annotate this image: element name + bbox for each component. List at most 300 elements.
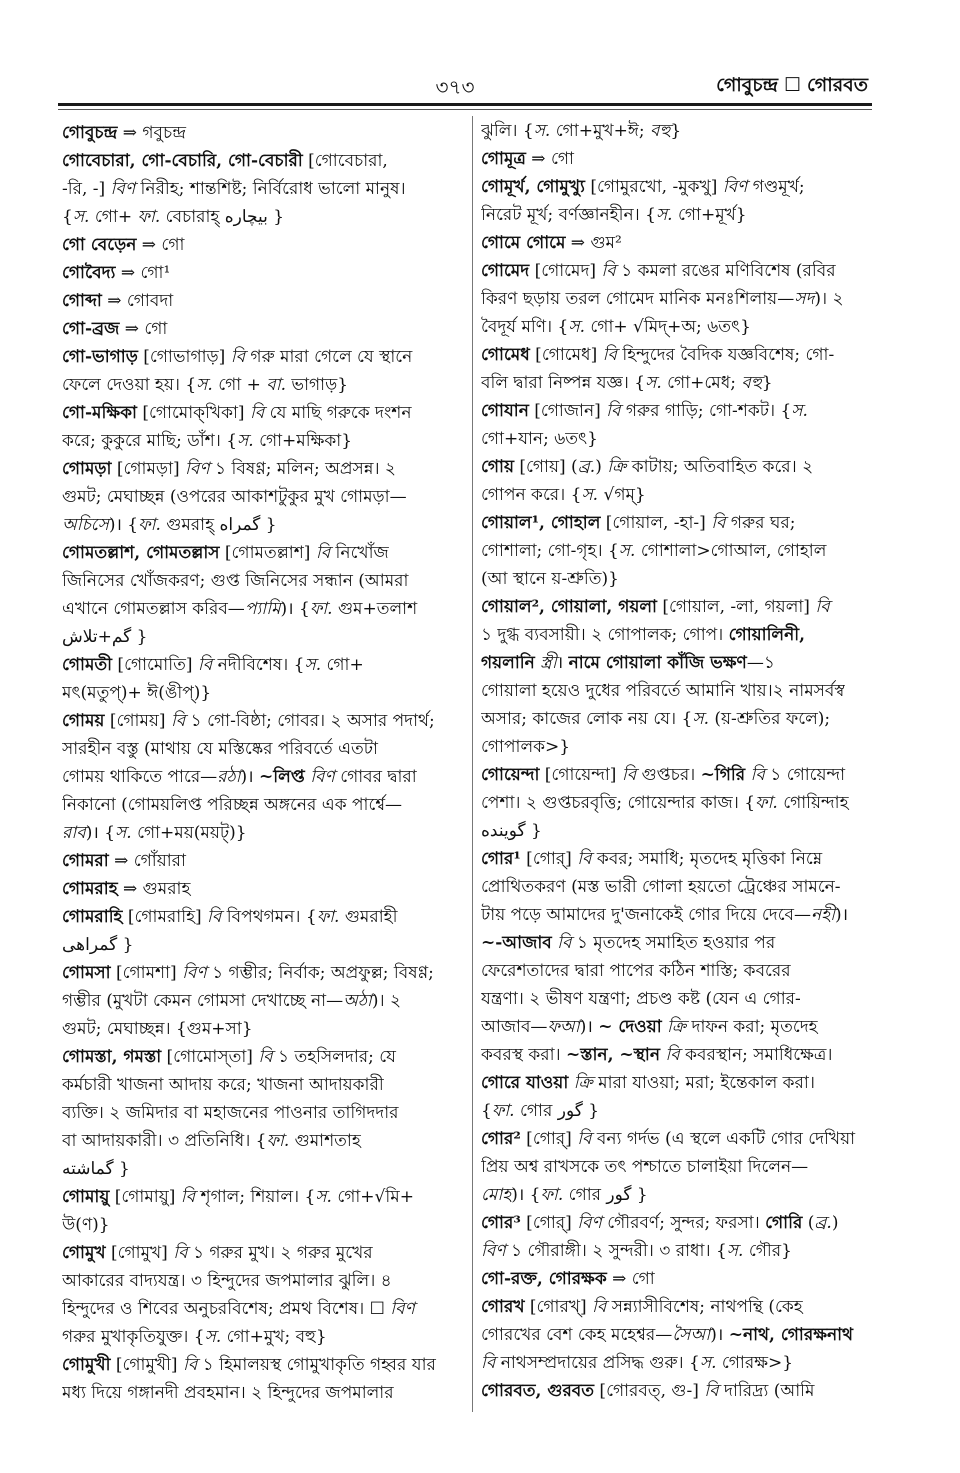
text-run: ⇒ গোঁয়ারা	[108, 851, 186, 871]
text-run: ১ হিমালয়স্থ গোমুখাকৃতি গহ্বর যার	[197, 1355, 436, 1375]
label-abbrev: স্ত্রী	[540, 653, 557, 673]
text-run: [গোভাগাড়]	[137, 347, 231, 367]
guide-word-last: গোরবত	[807, 74, 868, 96]
entry-line	[62, 903, 466, 931]
text-run: আকারের বাদ্যযন্ত্র। ৩ হিন্দুদের জপমালার ঝুলি। ৪	[62, 1271, 392, 1291]
label-abbrev: বিণ	[182, 963, 207, 983]
text-run: [গোমতল্লাশ]	[219, 543, 316, 563]
entry-line	[62, 1211, 466, 1239]
text-run: গো +	[212, 375, 267, 395]
text-run: )।	[579, 1017, 599, 1037]
text-run: }	[670, 121, 682, 141]
headword: গোমূত্র	[481, 149, 526, 169]
entry-line	[62, 763, 466, 791]
text-run: ব্যক্তি। ২ জমিদার বা মহাজনের পাওনার তাগিদদার	[62, 1103, 399, 1123]
text-run: গো+মূর্খ}	[672, 205, 747, 225]
text-run: টায় পড়ে আমাদের দু'জনাকেই গোর দিয়ে দেবে—	[481, 905, 811, 925]
headword: গোমরা	[62, 851, 109, 871]
text-run: ⇒ গো	[525, 149, 574, 169]
label-abbrev: স.	[72, 207, 90, 227]
entry-line	[62, 959, 466, 987]
text-run: গৌর}	[743, 1241, 792, 1261]
text-run: গো+মুখ; বহু}	[221, 1327, 327, 1347]
text-run: ঝুলি। {	[481, 121, 534, 141]
label-abbrev: বহু	[650, 121, 671, 141]
entry-line	[481, 621, 873, 649]
entry-line	[481, 733, 873, 761]
column-divider	[472, 116, 473, 1412]
entry-line	[62, 287, 466, 315]
text-run: [গোমেধ]	[529, 345, 603, 365]
text-run: গো+	[321, 655, 364, 675]
entry-line	[481, 761, 873, 789]
label-abbrev: স.	[237, 431, 254, 451]
entry-line	[62, 1015, 466, 1043]
entry-line	[481, 1181, 873, 1209]
headword: গোরে যাওয়া	[481, 1073, 569, 1093]
entry-line	[62, 1295, 466, 1323]
entry-line	[481, 1265, 873, 1293]
headword: গো-ব্রজ	[62, 319, 120, 339]
text-run: گوینده }	[481, 821, 542, 841]
headword: গোয়ালিনী,	[728, 625, 806, 645]
label-abbrev: ফা.	[138, 515, 161, 535]
entry-line	[62, 1239, 466, 1267]
entry-line	[481, 173, 873, 201]
text-run: [গোময়]	[104, 711, 171, 731]
entry-line	[481, 341, 873, 369]
text-run: গোরখের বেশ কেহ মহেশ্বর—	[481, 1325, 673, 1345]
text-run: [গোজান]	[528, 401, 607, 421]
label-abbrev: বি	[601, 261, 616, 281]
headword: গোযান	[481, 401, 529, 421]
label-abbrev: স.	[791, 401, 808, 421]
headword: গো-ভাগাড়	[62, 347, 138, 367]
label-abbrev: বি	[704, 1381, 719, 1401]
text-run: [গোরবত্, গু-]	[594, 1381, 705, 1401]
entry-line	[481, 565, 873, 593]
label-abbrev: বি	[315, 543, 331, 563]
label-abbrev: স.	[699, 1353, 717, 1373]
text-run: ১ বিষণ্ণ; মলিন; অপ্রসন্ন। ২	[209, 459, 396, 479]
entry-line	[62, 1043, 466, 1071]
text-run: আজাব—	[481, 1017, 548, 1037]
entry-line	[481, 369, 873, 397]
text-run: [গোমুরখো, -মুকখু]	[584, 177, 723, 197]
text-run: [গোমড়া]	[111, 459, 186, 479]
headword: গোরি	[765, 1213, 803, 1233]
entry-line	[62, 203, 466, 231]
label-abbrev: বি	[249, 403, 265, 423]
text-run: ১ গৌরাঙ্গী। ২ সুন্দরী। ৩ রাধা। {	[505, 1241, 727, 1261]
text-run: বন্য গর্দভ (এ স্থলে একটি গোর দেখিয়া	[591, 1129, 856, 1149]
headword: গোমেদ	[481, 261, 530, 281]
headword: গো বেড়েন	[62, 235, 137, 255]
text-run: যে মাছি গরুকে দংশন	[264, 403, 412, 423]
entry-line	[481, 145, 873, 173]
text-run: বৈদূর্য মণি। {	[481, 317, 569, 337]
entry-line	[62, 175, 466, 203]
text-run: গুমট; মেঘাচ্ছন্ন (ওপরের আকাশটুকুর মুখ গোমড়া—	[62, 487, 407, 507]
text-run: কিরণ ছড়ায় তরল গোমেদ মানিক মনঃশিলায়—	[481, 289, 795, 309]
entry-line	[62, 1351, 466, 1379]
headword: গোয়েন্দা	[481, 765, 540, 785]
text-run: গো+ময়(ময়ট্)}	[131, 823, 247, 843]
text-run: নাথসম্প্রদায়ের প্রসিদ্ধ গুরু। {	[495, 1353, 700, 1373]
text-run: —১	[746, 653, 775, 673]
entry-line	[481, 1321, 873, 1349]
entry-line	[481, 817, 873, 845]
label-abbrev: ফা.	[755, 793, 778, 813]
entry-line	[481, 1125, 873, 1153]
entry-line	[62, 735, 466, 763]
label-abbrev: স.	[568, 317, 585, 337]
text-run: ⇒ গো	[119, 319, 168, 339]
entry-line	[62, 847, 466, 875]
text-run: [গোমেদ]	[529, 261, 602, 281]
text-run: -রি, -]	[62, 179, 111, 199]
entry-line	[481, 1041, 873, 1069]
headword: গোর²	[481, 1129, 521, 1149]
text-run: )।	[240, 767, 260, 787]
entry-line	[481, 257, 873, 285]
text-run: গরুর ঘর;	[725, 513, 796, 533]
entry-line	[62, 1127, 466, 1155]
entry-line	[481, 873, 873, 901]
text-run: শৃগাল; শিয়াল। {	[195, 1187, 316, 1207]
entry-line	[62, 1071, 466, 1099]
text-run: কবর; সমাধি; মৃতদেহ মৃত্তিকা নিম্নে	[591, 849, 823, 869]
text-run: [গোমুখী]	[110, 1355, 183, 1375]
text-run: গোশালা; গো-গৃহ। {	[481, 541, 619, 561]
headword: গো-মক্ষিকা	[62, 403, 137, 423]
entry-line	[62, 987, 466, 1015]
text-run: (আ স্থানে য়-শ্রুতি)}	[481, 569, 619, 589]
headword: গোমসা	[62, 963, 111, 983]
label-abbrev: বি	[815, 597, 830, 617]
label-abbrev: বি	[665, 1045, 680, 1065]
text-run: যন্ত্রণা। ২ ভীষণ যন্ত্রণা; প্রচণ্ড কষ্ট (যেন এ গোর-	[481, 989, 801, 1009]
header-rule-thin	[58, 109, 872, 110]
entry-line	[481, 677, 873, 705]
text-run: গণ্ডমূর্খ;	[747, 177, 805, 197]
text-run: ⇒ গো	[606, 1269, 655, 1289]
entry-line	[62, 595, 466, 623]
entry-line	[481, 453, 873, 481]
entry-line	[481, 425, 873, 453]
text-run: )। {	[108, 515, 139, 535]
text-run: [গোমায়ু]	[109, 1187, 181, 1207]
text-run: (য়-শ্রুতির ফলে);	[708, 709, 831, 729]
text-run: বলি দ্বারা নিষ্পন্ন যজ্ঞ। {	[481, 373, 646, 393]
text-run: ১ মৃতদেহ সমাহিত হওয়ার পর	[571, 933, 776, 953]
label-abbrev: ফআ	[547, 1017, 580, 1037]
entry-line	[62, 259, 466, 287]
label-abbrev: অঠা	[343, 991, 372, 1011]
label-abbrev: বা.	[266, 375, 287, 395]
text-run: ভাগাড়}	[286, 375, 349, 395]
headword: গয়লানি	[481, 653, 535, 673]
entry-line	[481, 1377, 873, 1405]
text-run: হিন্দুদের ও শিবের অনুচরবিশেষ; প্রমথ বিশেষ। ☐	[62, 1299, 391, 1319]
label-abbrev: বিণ	[310, 767, 335, 787]
headword: গো-রক্ত, গোরক্ষক	[481, 1269, 607, 1289]
headword: গোমুখী	[62, 1355, 111, 1375]
entry-line	[481, 537, 873, 565]
text-run: ⇒ গো	[136, 235, 185, 255]
text-run: গো+মুখ+ঈ;	[550, 121, 651, 141]
text-run: گم+تلاش }	[62, 627, 148, 647]
headword: গোময়	[62, 711, 105, 731]
text-run: ফেরেশতাদের দ্বারা পাপের কঠিন শাস্তি; কবরের	[481, 961, 791, 981]
label-abbrev: ব্র.	[577, 457, 596, 477]
entry-line	[481, 229, 873, 257]
label-abbrev: স.	[315, 1187, 332, 1207]
headword: গোরখ	[481, 1297, 525, 1317]
entry-line	[481, 985, 873, 1013]
text-run: সন্ন্যাসীবিশেষ; নাথপন্থি (কেহ	[606, 1297, 803, 1317]
label-abbrev: ফা.	[266, 1131, 290, 1151]
text-run: [গোমোস্‌তা]	[161, 1047, 259, 1067]
text-run: ⇒ গুম²	[565, 233, 622, 253]
text-run: গুমরাহী	[339, 907, 398, 927]
text-run: বেচারাহ্ بیچاره }	[160, 207, 285, 227]
headword: গোমূর্খ, গোমুখ্যু	[481, 177, 585, 197]
text-run: )। {	[511, 1185, 541, 1205]
headword: নামে গোয়ালা কাঁজি ভক্ষণ	[568, 653, 747, 673]
text-run: ⇒ গবুচন্দ্র	[117, 123, 186, 143]
text-run: গো+মেধ;	[661, 373, 742, 393]
headword: ~গিরি	[700, 765, 746, 785]
label-abbrev: বি	[750, 765, 765, 785]
text-run: ১ গরুর মুখ। ২ গরুর মুখের	[187, 1243, 373, 1263]
label-abbrev: রাব	[62, 823, 86, 843]
headword: গোবৈদ্য	[62, 263, 116, 283]
text-run: [গোমুখ]	[105, 1243, 174, 1263]
text-run: ১ গম্ভীর; নির্বাক; অপ্রফুল্ল; বিষণ্ণ;	[206, 963, 434, 983]
entry-line	[62, 931, 466, 959]
entry-line	[62, 791, 466, 819]
entry-line	[62, 119, 466, 147]
label-abbrev: স.	[645, 373, 662, 393]
entry-line	[62, 1183, 466, 1211]
label-abbrev: বি	[592, 1297, 607, 1317]
entry-line	[62, 399, 466, 427]
label-abbrev: বি	[258, 1047, 273, 1067]
text-run: গোপালক>}	[481, 737, 571, 757]
header-rule	[58, 103, 872, 106]
label-abbrev: ক্রি	[667, 1017, 687, 1037]
text-run: গৌরবর্ণ; সুন্দর; ফরসা।	[601, 1213, 766, 1233]
entry-line	[62, 343, 466, 371]
text-run: দাফন করা; মৃতদেহ	[686, 1017, 818, 1037]
entry-line	[481, 1293, 873, 1321]
label-abbrev: মোহ	[481, 1185, 512, 1205]
label-abbrev: ব্র.	[814, 1213, 832, 1233]
entry-line	[62, 1099, 466, 1127]
label-abbrev: ফা.	[137, 207, 161, 227]
label-abbrev: স.	[655, 205, 673, 225]
label-abbrev: বি	[197, 655, 213, 675]
label-abbrev: বি	[481, 1353, 496, 1373]
text-run: গোশালা>গোআল, গোহাল	[635, 541, 827, 561]
headword: গোয়াল¹, গোহাল	[481, 513, 601, 533]
text-run: নিখোঁজ	[330, 543, 389, 563]
entry-line	[481, 509, 873, 537]
entry-line	[62, 567, 466, 595]
guide-word-first: গোবুচন্দ্র	[716, 74, 778, 96]
text-run: করে; কুকুরে মাছি; ডাঁশ। {	[62, 431, 238, 451]
text-run: গোরক্ষ>}	[716, 1353, 794, 1373]
text-run: গো+	[89, 207, 138, 227]
label-abbrev: ক্রি	[573, 1073, 593, 1093]
headword: গোব্দা	[62, 291, 102, 311]
text-run: √গম্}	[598, 485, 646, 505]
label-abbrev: স.	[692, 709, 709, 729]
text-run: ।	[556, 653, 569, 673]
entry-line	[481, 201, 873, 229]
guide-words	[716, 72, 868, 98]
entry-line	[481, 1097, 873, 1125]
text-run: গো+মক্ষিকা}	[253, 431, 353, 451]
text-run: [গোয়] (	[513, 457, 578, 477]
headword: গোয়	[481, 457, 514, 477]
entry-line	[62, 623, 466, 651]
label-abbrev: স.	[196, 375, 213, 395]
entry-line	[481, 1069, 873, 1097]
label-abbrev: বি	[173, 1243, 188, 1263]
headword: গোমতল্লাশ, গোমতল্লাস	[62, 543, 220, 563]
label-abbrev: বিণ	[577, 1213, 602, 1233]
entry-line	[481, 1209, 873, 1237]
entry-line	[481, 313, 873, 341]
text-run: ⇒ গুমরাহ	[117, 879, 191, 899]
text-run: {	[62, 207, 73, 227]
entry-line	[481, 957, 873, 985]
entry-line	[481, 1349, 873, 1377]
entry-line	[62, 511, 466, 539]
left-column	[62, 119, 466, 1419]
text-run: )	[831, 1213, 839, 1233]
headword: ~নাথ, গোরক্ষনাথ	[728, 1325, 854, 1345]
text-run: )।	[834, 905, 849, 925]
label-abbrev: স.	[533, 121, 551, 141]
label-abbrev: বিণ	[110, 179, 136, 199]
text-run: জিনিসের খোঁজকরণ; গুপ্ত জিনিসের সন্ধান (আমরা	[62, 571, 409, 591]
label-abbrev: স.	[115, 823, 132, 843]
entry-line	[481, 789, 873, 817]
text-run: হিন্দুদের বৈদিক যজ্ঞবিশেষ; গো-	[616, 345, 835, 365]
label-abbrev: বি	[606, 401, 621, 421]
text-run: ১ কমলা রঙের মণিবিশেষ (রবির	[615, 261, 836, 281]
text-run: গুম+তলাশ	[332, 599, 418, 619]
text-run: ১ তহসিলদার; যে	[272, 1047, 396, 1067]
headword: ~স্তান, ~স্থান	[566, 1045, 660, 1065]
headword: গোমায়ু	[62, 1187, 110, 1207]
text-run: গুমট; মেঘাচ্ছন্ন। {গুম+সা}	[62, 1019, 253, 1039]
entry-line	[62, 707, 466, 735]
text-run: ⇒ গোবদা	[101, 291, 174, 311]
text-run: কর্মচারী খাজনা আদায় করে; খাজনা আদায়কারী	[62, 1075, 384, 1095]
text-run: [গোর্]	[520, 1213, 578, 1233]
label-abbrev: স.	[304, 655, 322, 675]
text-run: গোয়িন্দাহ	[777, 793, 849, 813]
label-abbrev: বিণ	[481, 1241, 506, 1261]
text-run: গোময় থাকিতে পারে—	[62, 767, 218, 787]
entry-line	[62, 315, 466, 343]
entry-line	[62, 147, 466, 175]
text-run: পেশা। ২ গুপ্তচরবৃত্তি; গোয়েন্দার কাজ। {	[481, 793, 756, 813]
text-run: উ(ণ)}	[62, 1215, 110, 1235]
text-run: [গোর্]	[520, 1129, 578, 1149]
headword: গোবেচারা, গো-বেচারি, গো-বেচারী	[62, 151, 303, 171]
headword: গোমেধ	[481, 345, 530, 365]
label-abbrev: বহু	[741, 373, 762, 393]
label-abbrev: ফা.	[316, 907, 340, 927]
text-run: [গোর্]	[520, 849, 578, 869]
entry-line	[62, 1155, 466, 1183]
text-run: [গোরখ্]	[524, 1297, 593, 1317]
text-run: গরু মারা গেলে যে স্থানে	[245, 347, 413, 367]
text-run: )। ২	[371, 991, 402, 1011]
entry-line	[62, 1379, 466, 1407]
label-abbrev: ফা.	[491, 1101, 515, 1121]
label-abbrev: বি	[577, 1129, 592, 1149]
entry-line	[481, 481, 873, 509]
text-run: )। ২	[814, 289, 844, 309]
text-run: ১ গো-বিষ্ঠা; গোবর। ২ অসার পদার্থ;	[185, 711, 435, 731]
headword: গোয়াল², গোয়ালা, গয়লা	[481, 597, 657, 617]
entry-line	[62, 679, 466, 707]
text-run: গোবর দ্বারা	[334, 767, 417, 787]
label-abbrev: বি	[182, 1355, 198, 1375]
entry-line	[481, 1237, 873, 1265]
label-abbrev: প্যামি	[244, 599, 281, 619]
text-run: নিকানো (গোময়লিপ্ত পরিচ্ছন্ন অঙ্গনের এক পার্শ্বে—	[62, 795, 403, 815]
label-abbrev: রঠা	[217, 767, 241, 787]
headword: গোমস্তা, গমস্তা	[62, 1047, 162, 1067]
text-run: সারহীন বস্তু (মাথায় যে মস্তিষ্কের পরিবর্তে এতটা	[62, 739, 378, 759]
text-run: গুমরাহ্ گمراه }	[160, 515, 277, 535]
entry-line	[62, 1323, 466, 1351]
text-run: }	[761, 373, 773, 393]
label-abbrev: স.	[581, 485, 599, 505]
text-run: দারিদ্র্য (আমি	[718, 1381, 815, 1401]
text-run: গোর گور }	[514, 1101, 600, 1121]
label-abbrev: বি	[170, 711, 186, 731]
text-run: নদীবিশেষ। {	[212, 655, 305, 675]
text-run: [গোয়েন্দা]	[539, 765, 622, 785]
entry-line	[481, 117, 873, 145]
entry-line	[62, 231, 466, 259]
label-abbrev: বি	[557, 933, 572, 953]
label-abbrev: বি	[230, 347, 246, 367]
text-run: প্রিয় অশ্ব রাখসকে তৎ পশ্চাতে চালাইয়া দিলেন—	[481, 1157, 809, 1177]
text-run: নিরেট মূর্খ; বর্ণজ্ঞানহীন। {	[481, 205, 656, 225]
headword: গোমরাহি	[62, 907, 123, 927]
text-run: গুমাশতাহ	[289, 1131, 361, 1151]
text-run: )। {	[280, 599, 310, 619]
entry-line	[481, 593, 873, 621]
text-run: বা আদায়কারী। ৩ প্রতিনিধি। {	[62, 1131, 267, 1151]
text-run: )।	[710, 1325, 729, 1345]
text-run: [গোমরাহি]	[122, 907, 208, 927]
label-abbrev: বি	[602, 345, 617, 365]
text-run: গরুর গাড়ি; গো-শকট। {	[620, 401, 792, 421]
label-abbrev: বি	[207, 907, 222, 927]
entry-line	[481, 929, 873, 957]
entry-line	[62, 1267, 466, 1295]
